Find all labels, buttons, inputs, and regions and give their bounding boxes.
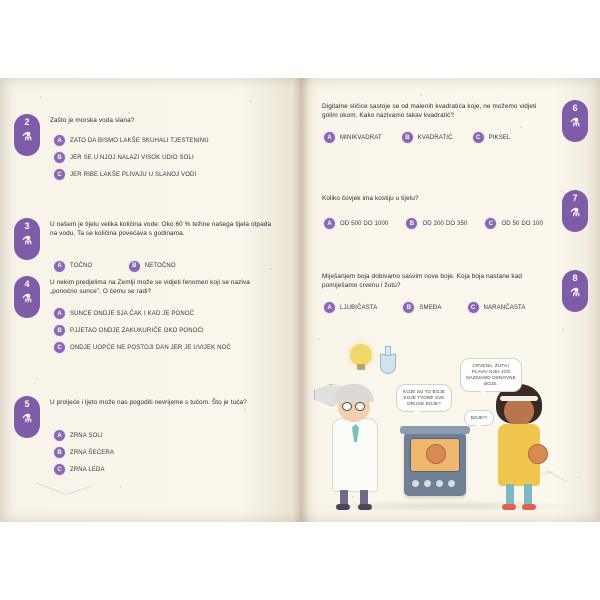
professor-glasses-left — [342, 402, 352, 411]
answer-bullet: A — [324, 132, 335, 143]
answer-label: OD 200 DO 350 — [422, 220, 468, 227]
answer-bullet: C — [54, 169, 65, 180]
answers-7 — [324, 218, 586, 229]
girl-ball — [528, 444, 548, 464]
answer-option[interactable] — [324, 218, 388, 229]
lightbulb-icon — [350, 344, 372, 366]
answer-label: PJJETAO ONDJE ZAKUKURIČE OKO PONOĆI — [70, 327, 204, 334]
star-speck — [250, 100, 252, 102]
answer-bullet: A — [54, 308, 65, 319]
flask-icon: ⚗ — [570, 287, 580, 299]
girl-shoe-right — [522, 504, 536, 510]
answer-option[interactable] — [324, 132, 382, 143]
star-speck — [40, 96, 42, 98]
bubble-professor-text: CRVENA, ŽUTA I PLAVA! NJIH JOŠ NAZIVAMO OSNOVNE BOJE. — [466, 363, 516, 386]
answer-option[interactable] — [402, 132, 453, 143]
answer-label: NARANČASTA — [483, 304, 526, 311]
answer-label: MINIKVADRAT — [340, 134, 382, 141]
answer-bullet: A — [324, 218, 335, 229]
question-text-2: Zašto je morska voda slana? — [50, 117, 135, 124]
answers-3 — [54, 254, 282, 278]
bubble-professor — [460, 358, 522, 392]
question-number-label: 6 — [572, 103, 578, 113]
answer-option[interactable] — [54, 308, 286, 319]
question-text-4: U nekim predjelima na Zemlji može se vidjeti fenomen koji se naziva „ponoćno sunce”. O čemu se radi? — [50, 279, 250, 296]
flask-icon: ⚗ — [22, 235, 32, 247]
answer-bullet: A — [54, 261, 65, 272]
answer-option[interactable] — [54, 152, 279, 163]
answer-option[interactable] — [129, 261, 176, 272]
answer-bullet: C — [468, 302, 479, 313]
answer-option[interactable] — [324, 302, 377, 313]
answer-bullet: A — [54, 135, 65, 146]
answer-bullet: B — [54, 325, 65, 336]
oven-knob — [412, 480, 419, 487]
answers-4 — [54, 308, 286, 359]
flask-icon: ⚗ — [570, 207, 580, 219]
answer-option[interactable] — [485, 218, 543, 229]
question-text-8: Miješanjem boja dobivamo sasvim nove boje. Koja boja nastane kad pomiješamo crvenu i žutu? — [322, 273, 523, 290]
question-number-label: 7 — [572, 193, 578, 203]
bubble-boy — [396, 384, 452, 412]
question-block-4 — [14, 276, 282, 372]
question-block-2 — [14, 114, 282, 202]
answer-bullet: A — [324, 302, 335, 313]
question-number-badge-2 — [14, 114, 40, 156]
answer-bullet: B — [403, 302, 414, 313]
oven-ball-icon — [426, 444, 446, 464]
answer-label: LJUBIČASTA — [340, 304, 378, 311]
oven-knob — [448, 480, 455, 487]
question-text-3: U našem je tijelu velika količina vode. Oko 60 % težine našega tijela otpada na vodu. Ta se količina povećava s godinama. — [50, 221, 272, 238]
answer-option[interactable] — [468, 302, 526, 313]
flask-icon: ⚗ — [22, 131, 32, 143]
professor-glasses-right — [355, 402, 365, 411]
lightbulb-base — [357, 364, 365, 370]
question-text-7: Koliko čovjek ima kostiju u tijelu? — [322, 195, 419, 202]
answer-option[interactable] — [54, 464, 274, 475]
answer-label: OD 50 DO 100 — [501, 220, 543, 227]
star-speck — [420, 94, 422, 96]
answer-bullet: B — [129, 261, 140, 272]
answer-label: ZRNA LEDA — [70, 466, 105, 473]
flask-icon: ⚗ — [22, 293, 32, 305]
question-number-label: 5 — [24, 399, 30, 409]
question-text-5: U proljeće i ljeto može nas pogoditi nevrijeme s tučom. Što je tuča? — [50, 399, 247, 406]
answers-8 — [324, 302, 586, 313]
answer-option[interactable] — [403, 302, 441, 313]
question-number-label: 4 — [24, 279, 30, 289]
question-block-6 — [316, 100, 588, 160]
question-number-badge-5 — [14, 396, 40, 438]
answers-5 — [54, 430, 274, 481]
girl-headband — [500, 396, 538, 401]
answer-option[interactable] — [54, 135, 279, 146]
oven-knob — [436, 480, 443, 487]
answer-label: NETOČNO — [144, 263, 176, 269]
girl-leg-left — [506, 484, 514, 506]
professor-shoe-right — [358, 504, 372, 510]
answers-2 — [54, 135, 279, 186]
question-number-badge-3 — [14, 218, 40, 260]
question-block-8 — [316, 270, 588, 330]
bubble-boy-text: KOJE SU TO BOJE KOJE TVORE SVE DRUGE BOJE? — [403, 389, 445, 406]
girl-shoe-left — [502, 504, 516, 510]
answer-label: TOČNO — [70, 263, 93, 269]
answer-label: SMEĐA — [419, 304, 442, 311]
illustration-scene — [300, 340, 600, 522]
answer-label: SUNCE ONDJE SJA ČAK I KAD JE PONOĆ — [70, 310, 195, 317]
answer-option[interactable] — [406, 218, 467, 229]
answer-bullet: C — [485, 218, 496, 229]
answer-option[interactable] — [54, 430, 274, 441]
answer-label: OD 500 DO 1000 — [340, 220, 389, 227]
answer-label: JER RIBE LAKŠE PLIVAJU U SLANOJ VODI — [70, 171, 197, 178]
answer-label: ZRNA ŠEĆERA — [70, 449, 114, 456]
answer-label: ONDJE UOPĆE NE POSTOJI DAN JER JE UVIJEK NOĆ — [70, 344, 231, 351]
bubble-girl — [464, 410, 494, 426]
ground-shadow — [310, 500, 590, 512]
oven-knob — [424, 480, 431, 487]
question-text-6: Digitalne sličice sastoje se od malenih kvadratića koje, ne možemo vidjeti golim okom. Kako nazivamo takav kvadratić? — [322, 103, 537, 120]
answer-option[interactable] — [54, 447, 274, 458]
question-number-label: 3 — [24, 221, 30, 231]
answer-bullet: C — [54, 342, 65, 353]
answer-option[interactable] — [473, 132, 511, 143]
answer-bullet: B — [54, 447, 65, 458]
answer-bullet: B — [406, 218, 417, 229]
question-number-badge-4 — [14, 276, 40, 318]
answer-label: PIKSEL — [488, 134, 511, 141]
question-block-7 — [316, 190, 588, 250]
answer-bullet: C — [473, 132, 484, 143]
answer-option[interactable] — [54, 261, 92, 272]
professor-shoe-left — [336, 504, 350, 510]
question-block-5 — [14, 396, 282, 492]
girl-leg-right — [524, 484, 532, 506]
answer-label: KVADRATIĆ — [417, 134, 453, 141]
answers-6 — [324, 132, 584, 143]
star-speck — [36, 378, 38, 380]
open-book — [0, 78, 600, 522]
answer-label: JER SE U NJOJ NALAZI VISOK UDIO SOLI — [70, 154, 194, 161]
answer-option[interactable] — [54, 325, 286, 336]
flask-icon: ⚗ — [570, 117, 580, 129]
answer-bullet: B — [402, 132, 413, 143]
flask-icon: ⚗ — [22, 413, 32, 425]
bubble-girl-text: BOJE?! — [470, 415, 488, 420]
answer-bullet: C — [54, 464, 65, 475]
answer-bullet: B — [54, 152, 65, 163]
answer-label: ZRNA SOLI — [70, 432, 103, 439]
question-number-label: 8 — [572, 273, 578, 283]
flask-prop-neck — [385, 346, 391, 356]
question-number-label: 2 — [24, 117, 30, 127]
flask-prop-icon — [380, 354, 396, 374]
answer-label: ZATO DA BISMO LAKŠE SKUHALI TJESTENINU — [70, 137, 209, 144]
answer-bullet: A — [54, 430, 65, 441]
oven-top-plate — [400, 426, 470, 434]
answer-option[interactable] — [54, 342, 286, 353]
answer-option[interactable] — [54, 169, 279, 180]
